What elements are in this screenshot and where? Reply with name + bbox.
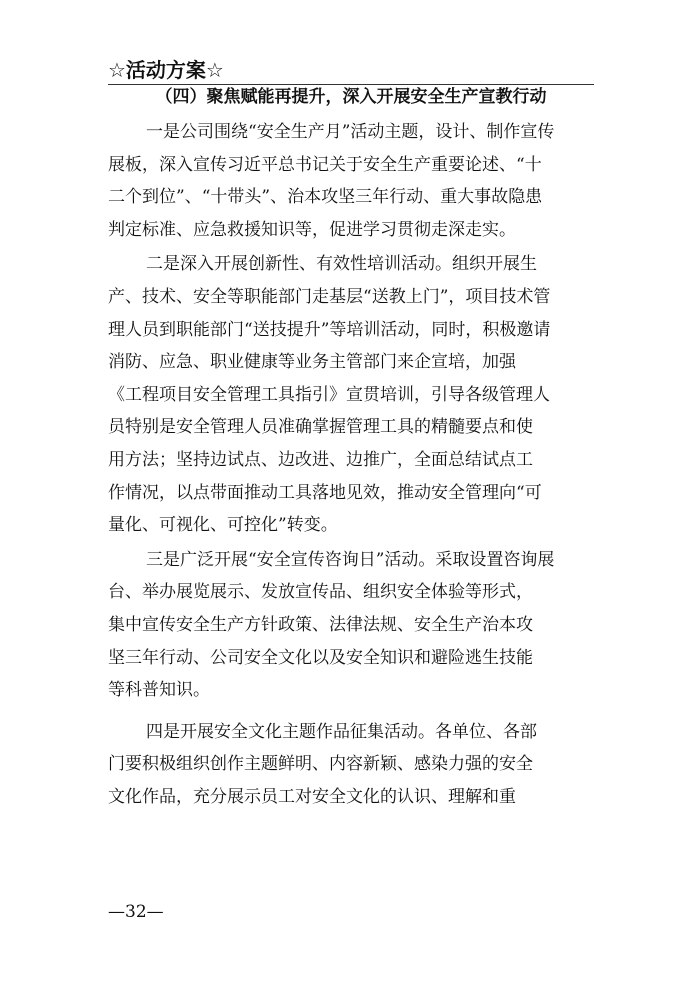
paragraph-1	[108, 116, 594, 246]
text-line: 判定标准、应急救援知识等，促进学习贯彻走深走实。	[108, 219, 516, 240]
text-line: 作情况，以点带面推动工具落地见效，推动安全管理向“可	[108, 482, 542, 503]
text-line: 台、举办展览展示、发放宣传品、组织安全体验等形式，	[108, 582, 533, 603]
text-line: 员特别是安全管理人员准确掌握管理工具的精髓要点和使	[108, 417, 533, 438]
text-line: 三是广泛开展“安全宣传咨询日”活动。采取设置咨询展	[146, 549, 555, 570]
text-line: 消防、应急、职业健康等业务主管部门来企宣培，加强	[108, 352, 516, 373]
header-title: ☆活动方案☆	[108, 58, 224, 82]
text-line: 《工程项目安全管理工具指引》宣贯培训，引导各级管理人	[108, 384, 550, 405]
text-line: 理人员到职能部门“送技提升”等培训活动，同时，积极邀请	[108, 319, 551, 340]
text-line: 坚三年行动、公司安全文化以及安全知识和避险逃生技能	[108, 647, 533, 668]
paragraph-4	[108, 716, 594, 814]
text-line: 量化、可视化、可控化”转变。	[108, 515, 338, 536]
text-line: 二是深入开展创新性、有效性培训活动。组织开展生	[146, 254, 537, 275]
text-line: 门要积极组织创作主题鲜明、内容新颖、感染力强的安全	[108, 754, 533, 775]
text-line: 一是公司围绕“安全生产月”活动主题，设计、制作宣传	[146, 122, 555, 142]
document-body	[108, 86, 594, 813]
text-line: 二个到位”、“十带头”、治本攻坚三年行动、重大事故隐患	[108, 187, 543, 208]
text-line: 用方法；坚持边试点、边改进、边推广，全面总结试点工	[108, 449, 533, 470]
text-line: 文化作品，充分展示员工对安全文化的认识、理解和重	[108, 786, 516, 807]
paragraph-2	[108, 248, 594, 541]
paragraph-3	[108, 544, 594, 707]
text-line: 四是开展安全文化主题作品征集活动。各单位、各部	[146, 721, 537, 742]
text-line: 展板，深入宣传习近平总书记关于安全生产重要论述、“十	[108, 154, 542, 175]
page-number: —32—	[108, 902, 164, 922]
text-line: 产、技术、安全等职能部门走基层“送教上门”，项目技术管	[108, 286, 551, 307]
page-header	[108, 56, 594, 85]
section-heading: （四）聚焦赋能再提升，深入开展安全生产宣教行动	[155, 87, 547, 107]
text-line: 等科普知识。	[108, 680, 210, 701]
text-line: 集中宣传安全生产方针政策、法律法规、安全生产治本攻	[108, 614, 533, 635]
